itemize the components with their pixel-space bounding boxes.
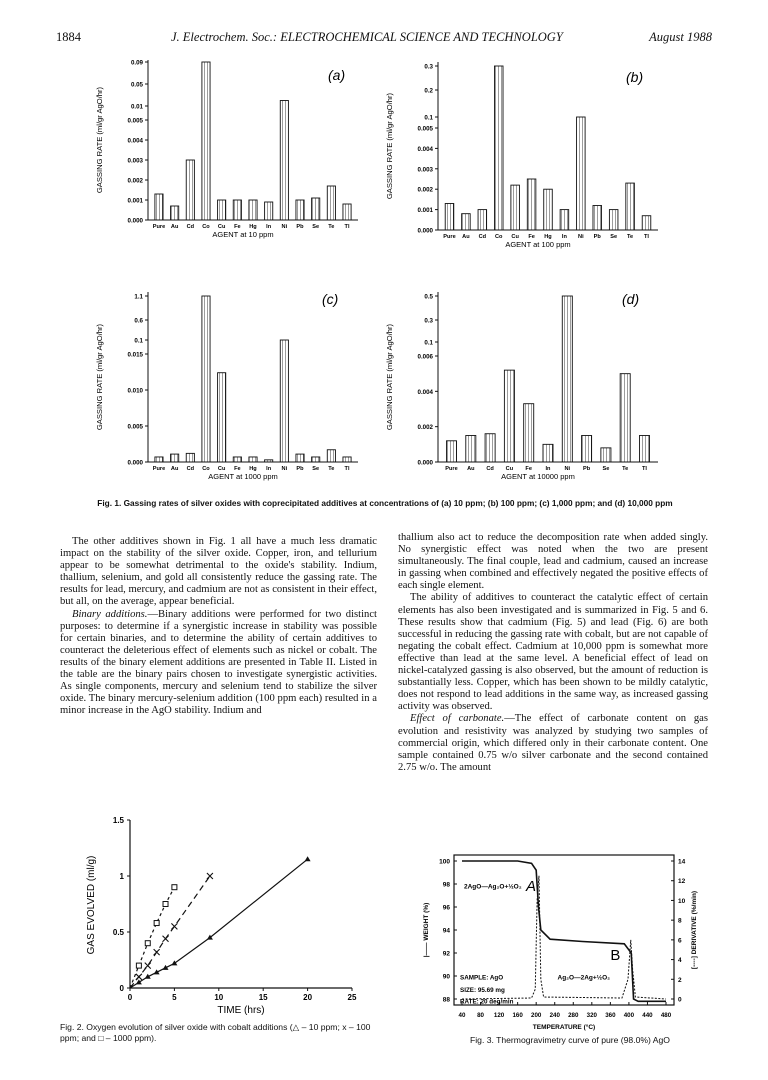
y2-tick-label: 2 [678, 976, 682, 984]
bar [171, 454, 179, 462]
y2-tick-label: 10 [678, 897, 686, 905]
figure-2-caption: Fig. 2. Oxygen evolution of silver oxide with cobalt additions (△ – 10 ppm; x – 100 ppm; and □ – 1000 ppm). [60, 1022, 371, 1043]
bar [280, 101, 288, 221]
y-axis-label: GAS EVOLVED (ml/g) [86, 855, 97, 955]
x-tick-label: 25 [347, 993, 357, 1002]
x-tick-label: Te [328, 466, 335, 472]
figure-2-line-chart [72, 795, 382, 1020]
panel-label: (a) [328, 67, 346, 83]
bar [186, 160, 194, 220]
x-tick-label: Pb [296, 224, 304, 230]
data-point [305, 856, 311, 861]
x-tick-label: Pb [583, 466, 591, 472]
y2-axis-label: [----] DERIVATIVE (%/min) [691, 890, 698, 970]
y-tick-label: 0.003 [417, 166, 433, 174]
bar [155, 457, 163, 462]
bar [280, 340, 288, 462]
bar-chart-panel [95, 60, 358, 240]
y-tick-label: 0.005 [127, 117, 143, 125]
x-tick-label: Cu [217, 466, 226, 472]
y-tick-label: 0.3 [424, 317, 433, 325]
x-tick-label: Au [462, 234, 470, 240]
bar-chart-panel [385, 62, 658, 249]
y-tick-label: 0.006 [417, 353, 433, 361]
x-tick-label: 40 [458, 1012, 466, 1019]
x-tick-label: Pure [152, 224, 166, 230]
y-tick-label: 92 [442, 950, 450, 958]
issue-date: August 1988 [649, 30, 712, 44]
x-tick-label: 480 [660, 1012, 672, 1019]
panel-label: (b) [626, 69, 644, 85]
y2-tick-label: 12 [678, 878, 686, 886]
x-tick-label: 20 [303, 993, 313, 1002]
y-axis-label: GASSING RATE (ml/gr AgO/hr) [385, 92, 394, 200]
y-tick-label: 0.6 [134, 317, 143, 325]
y-tick-label: 0.002 [127, 177, 143, 185]
panel-label: (d) [622, 291, 640, 307]
y-tick-label: 0.2 [424, 87, 433, 95]
x-tick-label: Pure [443, 234, 456, 240]
y-tick-label: 100 [439, 858, 450, 866]
y-tick-label: 1 [119, 872, 124, 881]
bar [642, 216, 651, 230]
x-tick-label: In [561, 234, 567, 240]
bar [560, 210, 569, 230]
x-tick-label: 10 [214, 993, 224, 1002]
bar [327, 450, 335, 462]
journal-title: J. Electrochem. Soc.: ELECTROCHEMICAL SCIENCE AND TECHNOLOGY [171, 30, 563, 44]
bar [626, 183, 635, 230]
y-tick-label: 0.1 [424, 339, 433, 347]
panel-label: (c) [322, 291, 339, 307]
x-tick-label: Te [622, 466, 629, 472]
x-tick-label: Tl [644, 234, 649, 240]
bar [327, 186, 335, 220]
sample-label: SAMPLE: AgO [460, 974, 504, 982]
y-tick-label: 98 [442, 881, 450, 889]
bar-chart-panel [385, 291, 658, 481]
y-tick-label: 0.000 [417, 227, 433, 235]
bar [609, 210, 618, 230]
y2-tick-label: 0 [678, 996, 682, 1004]
bar [504, 370, 514, 462]
y-tick-label: 0.5 [424, 293, 433, 301]
y-tick-label: 0.1 [424, 114, 433, 122]
x-tick-label: Co [202, 466, 210, 472]
figure-1-caption: Fig. 1. Gassing rates of silver oxides with coprecipitated additives at concentrations of (a) 10 ppm; (b) 100 ppm; (c) 1,000 ppm; and (d) 10,000 ppm [97, 498, 673, 508]
bar [582, 436, 592, 463]
rate-label: RATE: 20 deg/min [460, 998, 514, 1006]
y-tick-label: 0.003 [127, 157, 143, 165]
x-tick-label: 440 [642, 1012, 653, 1019]
data-point [163, 902, 168, 907]
data-point [171, 923, 177, 929]
bar [462, 214, 471, 230]
y-tick-label: 1.1 [134, 293, 143, 301]
x-tick-label: Fe [525, 466, 532, 472]
bar-chart-panel [95, 291, 358, 481]
x-tick-label: In [545, 466, 551, 472]
paragraph: The other additives shown in Fig. 1 all have a much less dramatic impact on the stability of the silver oxide. Copper, iron, and tellurium appear to be somewhat detrimental to the oxide's stability. Indium, thallium, selenium, and gold all consistently reduce the gassing rate. The results for lead, mercury, and cadmium are not as consistent in their effect, but all, on the average, appear beneficial. [60, 536, 377, 608]
y-tick-label: 0.09 [130, 59, 143, 67]
bar [343, 457, 351, 462]
y-tick-label: 0.004 [417, 145, 433, 153]
x-tick-label: 5 [172, 993, 177, 1002]
data-point [207, 873, 213, 879]
section-heading: Effect of carbonate. [410, 713, 505, 725]
y-tick-label: 0.002 [417, 186, 433, 194]
y-tick-label: 0.5 [112, 928, 124, 937]
x-tick-label: Au [170, 224, 179, 230]
bar [155, 194, 163, 220]
y-tick-label: 0.000 [127, 217, 143, 225]
x-tick-label: In [266, 466, 272, 472]
y-tick-label: 0.004 [417, 388, 433, 396]
bar [511, 185, 520, 230]
reaction-b: Ag₂O—2Ag+½O₂ [557, 974, 611, 982]
x-tick-label: Pure [445, 466, 458, 472]
x-tick-label: Cd [486, 466, 494, 472]
y-tick-label: 0.005 [127, 423, 143, 431]
bar [343, 204, 351, 220]
x-tick-label: Co [202, 224, 210, 230]
bar [233, 457, 241, 462]
series-line [130, 876, 210, 988]
x-tick-label: Ni [281, 466, 288, 472]
x-tick-label: Hg [249, 224, 257, 230]
x-tick-label: Cu [217, 224, 226, 230]
bar [543, 444, 553, 462]
section-heading: Binary additions. [72, 608, 148, 620]
bar [593, 206, 602, 230]
x-tick-label: 80 [477, 1012, 484, 1019]
x-tick-label: 400 [623, 1012, 635, 1019]
figure-1-bar-charts [0, 0, 768, 500]
y-tick-label: 0.01 [130, 103, 143, 111]
y-axis-label: GASSING RATE (ml/gr AgO/hr) [95, 323, 104, 431]
bar [524, 404, 534, 462]
reaction-a: 2AgO—Ag₂O+½O₂ [464, 883, 522, 891]
bar [544, 189, 553, 230]
y2-tick-label: 4 [678, 957, 682, 965]
bar [527, 179, 536, 230]
bar [312, 457, 320, 462]
x-axis-label: TEMPERATURE (°C) [532, 1024, 596, 1031]
y-tick-label: 0.005 [417, 125, 433, 133]
y-tick-label: 0.002 [417, 424, 433, 432]
data-point [154, 921, 159, 926]
paragraph: thallium also act to reduce the decomposition rate when added singly. No synergistic effect was noted when the two are present simultaneously. The final couple, lead and cadmium, caused an increase in gassing when combined and effectively negated the positive effects of each single element. [398, 532, 708, 592]
data-point [136, 974, 142, 980]
bar [446, 441, 456, 462]
curve-label-a: A [525, 877, 536, 895]
bar [186, 453, 194, 462]
y-tick-label: 94 [442, 927, 450, 935]
x-tick-label: 160 [512, 1012, 523, 1019]
x-tick-label: Ni [564, 466, 571, 472]
y2-tick-label: 14 [678, 858, 686, 866]
x-axis-label: AGENT at 1000 ppm [208, 472, 278, 481]
x-tick-label: Cu [505, 466, 514, 472]
y2-tick-label: 8 [678, 917, 682, 925]
x-tick-label: Se [610, 234, 618, 240]
x-tick-label: Tl [344, 466, 350, 472]
y-tick-label: 0.015 [127, 351, 143, 359]
y-tick-label: 0.000 [127, 459, 143, 467]
y-tick-label: 0.3 [424, 63, 433, 71]
x-tick-label: 320 [586, 1012, 597, 1019]
y-tick-label: 90 [442, 973, 450, 981]
y-tick-label: 0.001 [417, 207, 433, 215]
x-tick-label: Cd [478, 234, 487, 240]
x-tick-label: 240 [549, 1012, 560, 1019]
data-point [163, 936, 169, 942]
x-axis-label: TIME (hrs) [217, 1005, 265, 1016]
y-tick-label: 0.000 [417, 459, 433, 467]
bar [233, 200, 241, 220]
x-tick-label: Se [312, 224, 320, 230]
body-column-left [60, 536, 377, 717]
bar [171, 206, 179, 220]
x-tick-label: Fe [528, 234, 535, 240]
bar [620, 374, 630, 462]
x-tick-label: 15 [258, 993, 268, 1002]
y-axis-label: |—— WEIGHT (%) [423, 902, 430, 958]
bar [639, 436, 649, 463]
bar [202, 62, 210, 220]
y-tick-label: 0.010 [127, 387, 143, 395]
bar [478, 210, 487, 230]
x-tick-label: Cd [186, 466, 195, 472]
bar [562, 296, 572, 462]
body-column-right [398, 532, 708, 774]
x-tick-label: Co [495, 234, 503, 240]
x-tick-label: Pb [296, 466, 304, 472]
x-tick-label: 360 [605, 1012, 616, 1019]
bar [445, 203, 454, 230]
bar [249, 457, 257, 462]
x-tick-label: Ni [281, 224, 288, 230]
y-tick-label: 0.004 [127, 137, 143, 145]
y-tick-label: 96 [442, 904, 450, 912]
x-tick-label: 280 [568, 1012, 579, 1019]
x-tick-label: Tl [641, 466, 647, 472]
page-number: 1884 [56, 30, 81, 44]
x-tick-label: Fe [234, 224, 241, 230]
x-tick-label: Au [170, 466, 179, 472]
bar [218, 200, 226, 220]
paragraph: The ability of additives to counteract the catalytic effect of certain elements has also been investigated and is summarized in Fig. 5 and 6. These results show that cadmium (Fig. 5) and lead (Fig. 6) are both successful in reducing the gassing rate with cobalt, but are not capable of negating the cobalt effect. Cadmium at 10,000 ppm is somewhat more effective than lead at the same level. A beneficial effect of lead on nickel-catalyzed gassing is also observed, but the amount of reduction is substantially less. Copper, which has been shown to be mildly catalytic, does not respond to lead additions in the same way, as increased gassing activity was observed. [398, 592, 708, 713]
x-tick-label: Pure [152, 466, 166, 472]
x-tick-label: 200 [531, 1012, 542, 1019]
x-tick-label: Pb [593, 234, 601, 240]
y-tick-label: 88 [442, 996, 450, 1004]
data-point [154, 949, 160, 955]
x-axis-label: AGENT at 100 ppm [505, 240, 571, 249]
data-point [172, 885, 177, 890]
data-point [145, 941, 150, 946]
y2-tick-label: 6 [678, 937, 682, 945]
bar [218, 373, 226, 462]
bar [249, 200, 257, 220]
x-axis-label: AGENT at 10000 ppm [501, 472, 575, 481]
y-tick-label: 1.5 [112, 816, 124, 825]
paragraph-body: —The effect of carbonate content on gas evolution and resistivity was analyzed by studying two samples of commercial origin, which differed only in their carbonate content. One sample contained 0.75 w/o silver carbonate and the second contained 2.75 w/o. The amount [398, 713, 708, 773]
x-tick-label: Hg [544, 234, 552, 240]
y-tick-label: 0 [119, 984, 124, 993]
x-tick-label: Au [467, 466, 475, 472]
bar [265, 460, 273, 462]
paragraph [398, 713, 708, 773]
bar [494, 66, 503, 230]
x-tick-label: Cu [511, 234, 519, 240]
bar [296, 454, 304, 462]
data-point [136, 963, 141, 968]
x-tick-label: Ni [578, 234, 584, 240]
y-tick-label: 0.001 [127, 197, 143, 205]
size-label: SIZE: 95.69 mg [460, 987, 505, 995]
curve-label-b: B [610, 946, 621, 964]
x-tick-label: Te [627, 234, 634, 240]
bar [601, 448, 611, 462]
x-tick-label: Te [328, 224, 335, 230]
x-tick-label: Se [312, 466, 320, 472]
data-point [145, 963, 151, 969]
bar [485, 434, 495, 462]
plot-frame [454, 855, 674, 1005]
y-tick-label: 0.1 [134, 337, 143, 345]
x-tick-label: Hg [249, 466, 257, 472]
x-tick-label: Tl [344, 224, 350, 230]
y-axis-label: GASSING RATE (ml/gr AgO/hr) [385, 323, 394, 431]
bar [265, 202, 273, 220]
x-axis-label: AGENT at 10 ppm [212, 230, 274, 239]
paragraph-body: —Binary additions were performed for two distinct purposes: to determine if a synergistic increase in stability was possible for certain binaries, and to determine the ability of certain additives to counteract the deleterious effect of elements such as nickel or cobalt. The results of the binary element additions are presented in Table II. Listed in the table are the binary pairs chosen to investigate synergistic activities. As single components, mercury and selenium tend to stabilize the silver oxide. The binary mercury-selenium addition (100 ppm each) resulted in a minor increase in the AgO stability. Indium and [60, 608, 377, 717]
paragraph [60, 609, 377, 718]
bar [312, 198, 320, 220]
figure-3-caption: Fig. 3. Thermogravimetry curve of pure (98.0%) AgO [470, 1035, 670, 1045]
y-tick-label: 0.05 [130, 81, 143, 89]
x-tick-label: 120 [493, 1012, 505, 1019]
bar [296, 200, 304, 220]
x-tick-label: Fe [234, 466, 241, 472]
x-tick-label: Se [602, 466, 610, 472]
y-axis-label: GASSING RATE (ml/gr AgO/hr) [95, 86, 104, 194]
bar [202, 296, 210, 462]
x-tick-label: In [266, 224, 272, 230]
bar [577, 117, 586, 230]
bar [466, 436, 476, 463]
x-tick-label: 0 [127, 993, 133, 1002]
x-tick-label: Cd [186, 224, 195, 230]
